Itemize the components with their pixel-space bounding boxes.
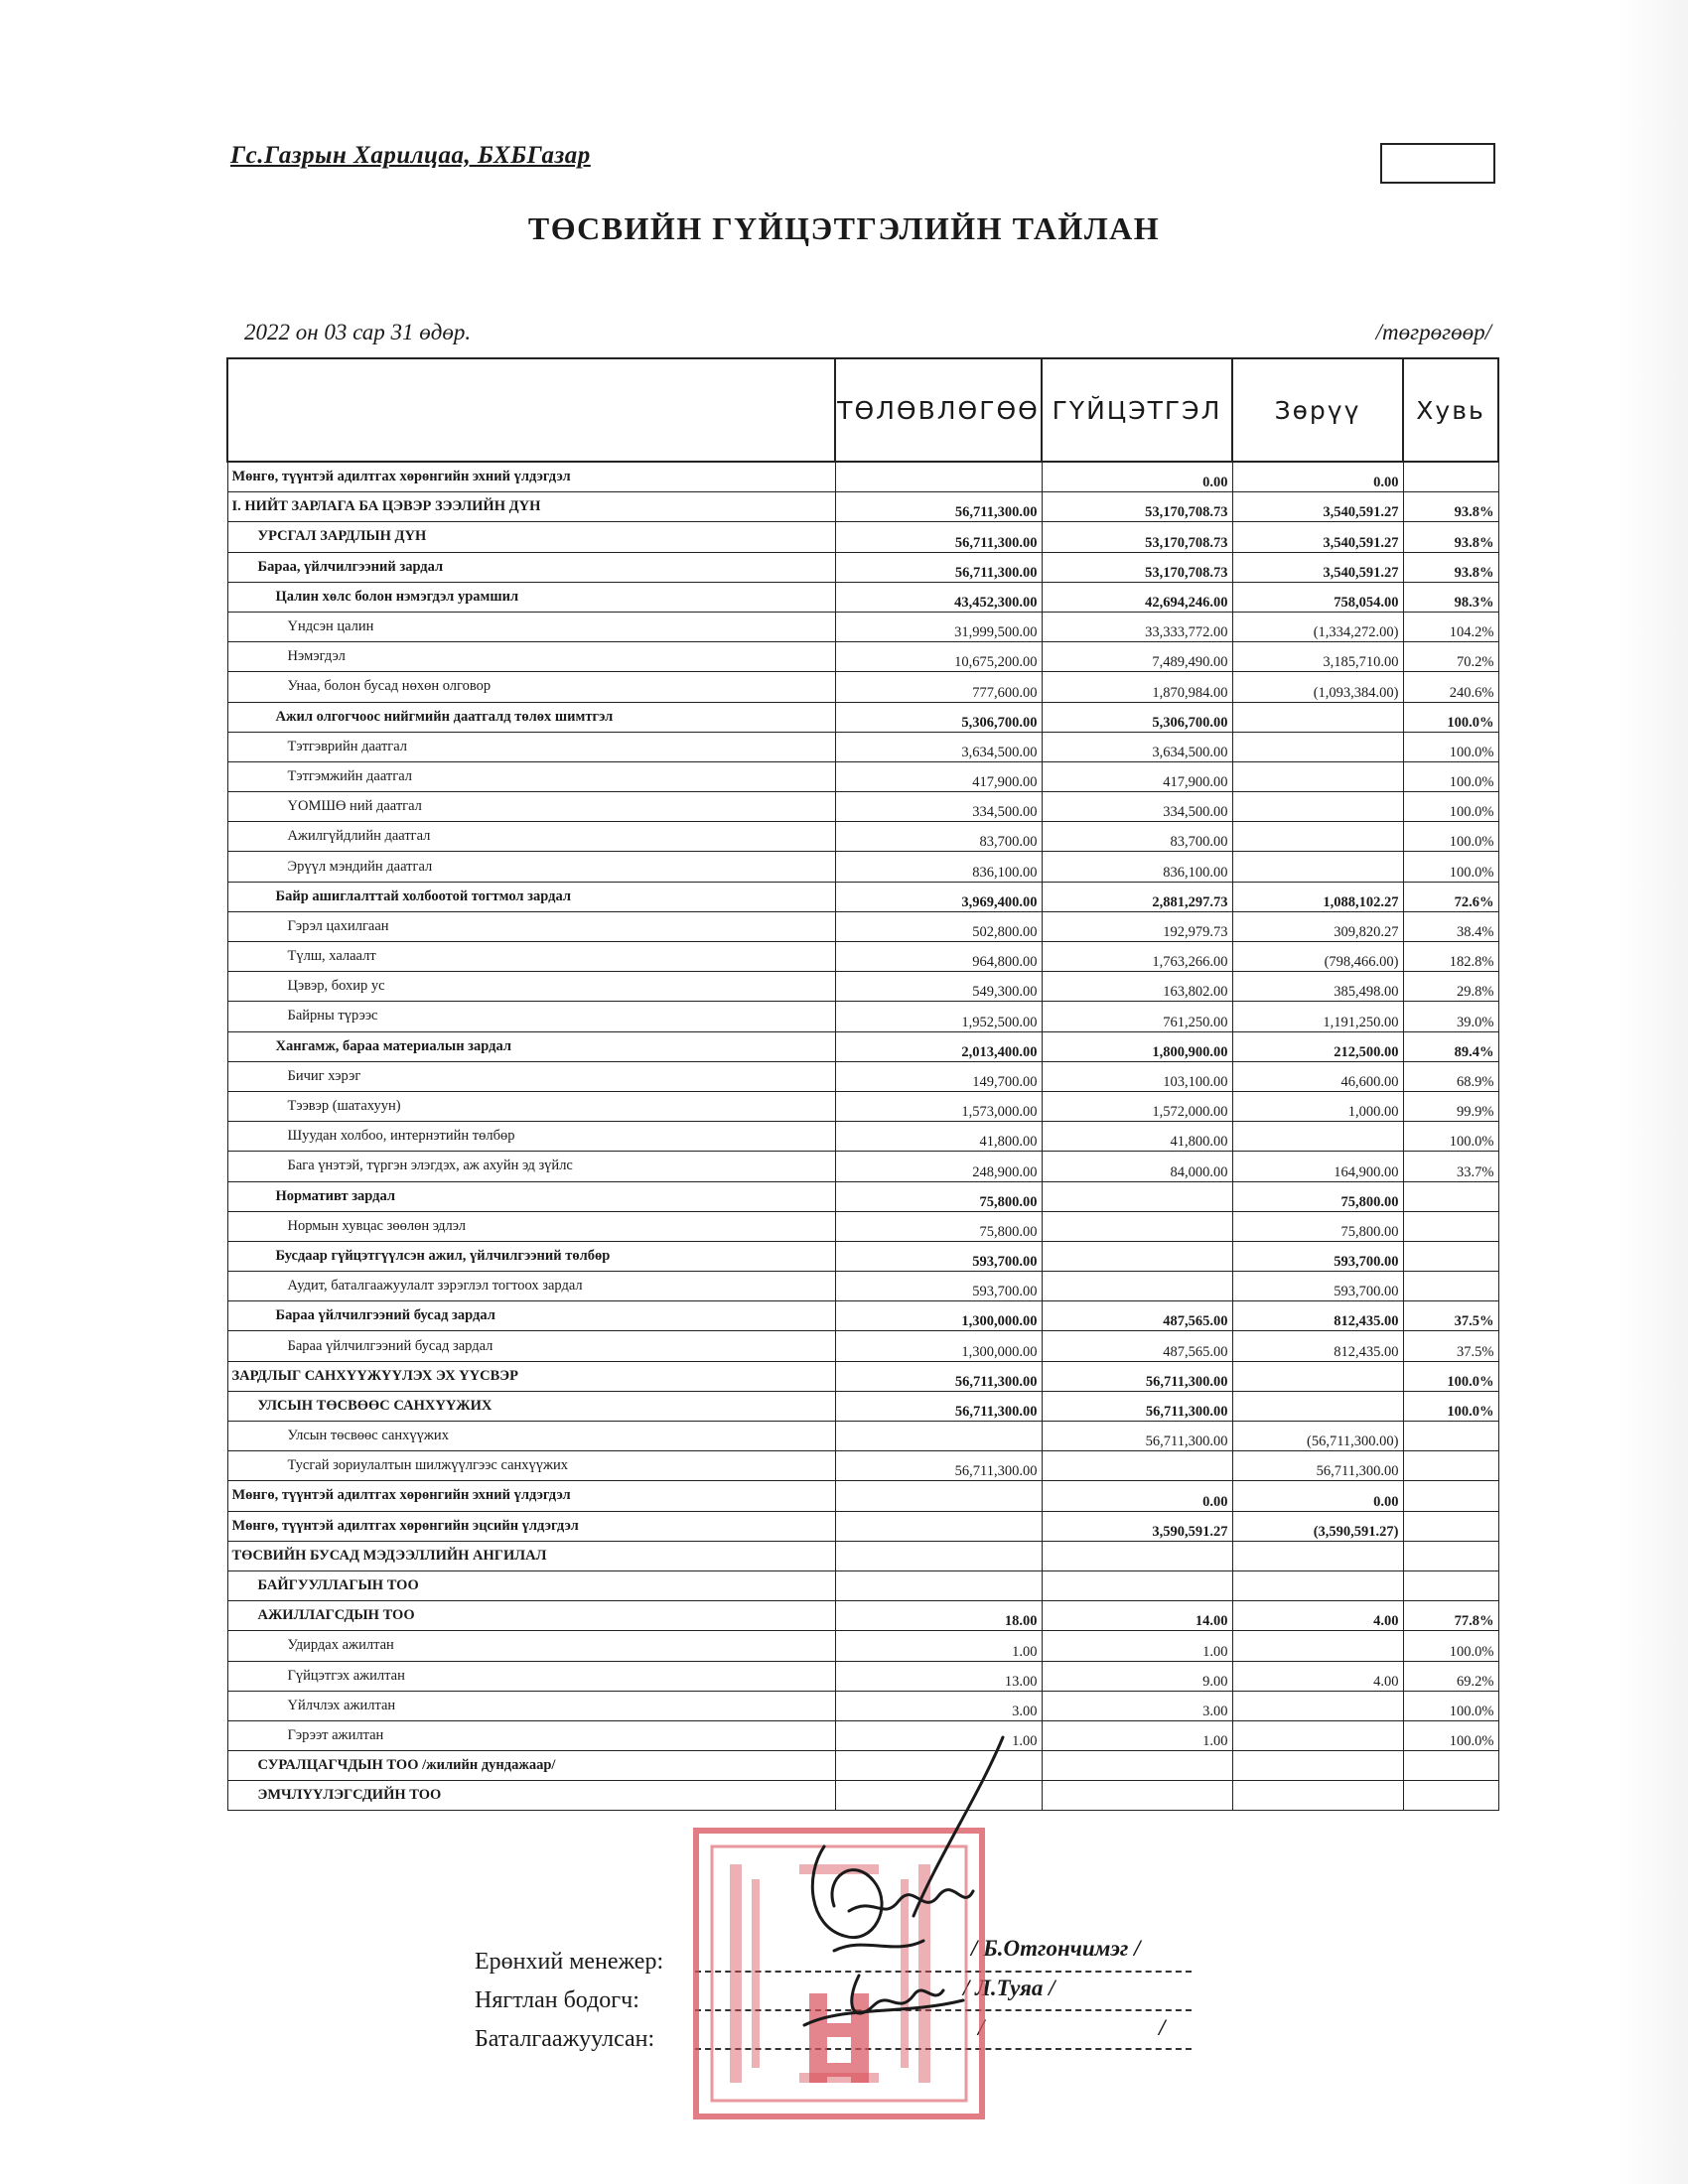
row-plan-value [835, 1541, 1042, 1570]
row-percent-value: 100.0% [1403, 761, 1498, 791]
row-actual-value [1042, 1570, 1232, 1600]
row-percent-value: 100.0% [1403, 702, 1498, 732]
row-actual-value: 7,489,490.00 [1042, 642, 1232, 672]
table-row [227, 732, 1498, 761]
row-plan-value: 56,711,300.00 [835, 552, 1042, 582]
row-difference-value [1232, 1541, 1403, 1570]
row-label: АЖИЛЛАГСДЫН ТОО [227, 1601, 835, 1631]
row-actual-value [1042, 1272, 1232, 1301]
row-plan-value: 964,800.00 [835, 942, 1042, 972]
row-plan-value: 1,952,500.00 [835, 1002, 1042, 1031]
row-difference-value [1232, 792, 1403, 822]
row-difference-value: 0.00 [1232, 462, 1403, 492]
row-label: Шуудан холбоо, интернэтийн төлбөр [227, 1122, 835, 1152]
reference-box [1380, 143, 1495, 184]
row-difference-value: 212,500.00 [1232, 1031, 1403, 1061]
row-plan-value: 13.00 [835, 1661, 1042, 1691]
row-label: Тээвэр (шатахуун) [227, 1091, 835, 1121]
table-row [227, 1331, 1498, 1361]
row-label: Ажилгүйдлийн даатгал [227, 822, 835, 852]
row-plan-value: 417,900.00 [835, 761, 1042, 791]
row-percent-value: 100.0% [1403, 732, 1498, 761]
row-plan-value: 56,711,300.00 [835, 1451, 1042, 1481]
row-difference-value [1232, 702, 1403, 732]
row-plan-value: 502,800.00 [835, 911, 1042, 941]
row-label: Нэмэгдэл [227, 642, 835, 672]
row-plan-value: 83,700.00 [835, 822, 1042, 852]
row-actual-value: 761,250.00 [1042, 1002, 1232, 1031]
row-actual-value: 5,306,700.00 [1042, 702, 1232, 732]
row-percent-value [1403, 1451, 1498, 1481]
row-actual-value: 56,711,300.00 [1042, 1361, 1232, 1391]
row-difference-value: 812,435.00 [1232, 1331, 1403, 1361]
row-percent-value: 39.0% [1403, 1002, 1498, 1031]
row-plan-value: 3.00 [835, 1691, 1042, 1720]
table-row [227, 642, 1498, 672]
row-percent-value [1403, 1781, 1498, 1811]
row-plan-value: 56,711,300.00 [835, 522, 1042, 552]
row-actual-value: 487,565.00 [1042, 1301, 1232, 1331]
row-actual-value: 1,572,000.00 [1042, 1091, 1232, 1121]
row-difference-value: 385,498.00 [1232, 972, 1403, 1002]
row-plan-value [835, 1511, 1042, 1541]
row-actual-value: 3,590,591.27 [1042, 1511, 1232, 1541]
row-percent-value: 99.9% [1403, 1091, 1498, 1121]
signature-role-accountant: Нягтлан бодогч: [475, 1987, 639, 2013]
row-percent-value: 182.8% [1403, 942, 1498, 972]
row-label: Бага үнэтэй, түргэн элэгдэх, аж ахуйн эд зүйлс [227, 1152, 835, 1181]
row-plan-value: 43,452,300.00 [835, 582, 1042, 612]
row-label: Мөнгө, түүнтэй адилтгах хөрөнгийн эцсийн үлдэгдэл [227, 1511, 835, 1541]
row-actual-value: 1,800,900.00 [1042, 1031, 1232, 1061]
row-plan-value: 1,300,000.00 [835, 1331, 1042, 1361]
row-plan-value: 1.00 [835, 1720, 1042, 1750]
row-actual-value: 83,700.00 [1042, 822, 1232, 852]
row-actual-value: 53,170,708.73 [1042, 492, 1232, 522]
row-label: Бараа, үйлчилгээний зардал [227, 552, 835, 582]
report-title: ТӨСВИЙН ГҮЙЦЭТГЭЛИЙН ТАЙЛАН [527, 210, 1161, 246]
row-label: УЛСЫН ТӨСВӨӨС САНХҮҮЖИХ [227, 1391, 835, 1421]
row-percent-value: 100.0% [1403, 822, 1498, 852]
row-plan-value: 149,700.00 [835, 1061, 1042, 1091]
row-label: Тэтгэмжийн даатгал [227, 761, 835, 791]
row-actual-value: 2,881,297.73 [1042, 882, 1232, 911]
report-date: 2022 он 03 сар 31 өдөр. [244, 320, 472, 344]
row-percent-value [1403, 1751, 1498, 1781]
row-difference-value: 4.00 [1232, 1661, 1403, 1691]
row-percent-value [1403, 1422, 1498, 1451]
table-row [227, 702, 1498, 732]
row-actual-value: 14.00 [1042, 1601, 1232, 1631]
row-actual-value: 836,100.00 [1042, 852, 1232, 882]
table-row [227, 1091, 1498, 1121]
row-percent-value [1403, 1541, 1498, 1570]
row-plan-value: 56,711,300.00 [835, 1391, 1042, 1421]
row-percent-value [1403, 1481, 1498, 1511]
row-actual-value: 103,100.00 [1042, 1061, 1232, 1091]
row-percent-value: 93.8% [1403, 522, 1498, 552]
table-row [227, 582, 1498, 612]
row-label: Тэтгэврийн даатгал [227, 732, 835, 761]
row-actual-value: 56,711,300.00 [1042, 1422, 1232, 1451]
row-plan-value: 31,999,500.00 [835, 612, 1042, 641]
row-percent-value: 93.8% [1403, 492, 1498, 522]
row-difference-value: 3,540,591.27 [1232, 492, 1403, 522]
row-label: Байр ашиглалттай холбоотой тогтмол зардал [227, 882, 835, 911]
row-difference-value: 46,600.00 [1232, 1061, 1403, 1091]
signature-role-manager: Ерөнхий менежер: [475, 1949, 664, 1975]
row-difference-value [1232, 1122, 1403, 1152]
row-actual-value: 56,711,300.00 [1042, 1391, 1232, 1421]
row-difference-value [1232, 852, 1403, 882]
row-actual-value: 0.00 [1042, 1481, 1232, 1511]
row-actual-value: 1,870,984.00 [1042, 672, 1232, 702]
row-actual-value: 1.00 [1042, 1720, 1232, 1750]
row-actual-value: 487,565.00 [1042, 1331, 1232, 1361]
row-actual-value [1042, 1541, 1232, 1570]
row-label: СУРАЛЦАГЧДЫН ТОО /жилийн дундажаар/ [227, 1751, 835, 1781]
row-actual-value: 1,763,266.00 [1042, 942, 1232, 972]
row-difference-value: 3,540,591.27 [1232, 552, 1403, 582]
scan-edge-shade [1618, 0, 1688, 2184]
row-label: Мөнгө, түүнтэй адилтгах хөрөнгийн эхний үлдэгдэл [227, 462, 835, 492]
row-plan-value [835, 1422, 1042, 1451]
row-label: Бараа үйлчилгээний бусад зардал [227, 1331, 835, 1361]
column-header-label [227, 358, 835, 462]
row-percent-value: 100.0% [1403, 1720, 1498, 1750]
row-percent-value: 33.7% [1403, 1152, 1498, 1181]
table-row [227, 1361, 1498, 1391]
row-plan-value: 10,675,200.00 [835, 642, 1042, 672]
row-label: I. НИЙТ ЗАРЛАГА БА ЦЭВЭР ЗЭЭЛИЙН ДҮН [227, 492, 835, 522]
row-difference-value [1232, 1391, 1403, 1421]
row-label: БАЙГУУЛЛАГЫН ТОО [227, 1570, 835, 1600]
table-row [227, 1272, 1498, 1301]
row-label: Тусгай зориулалтын шилжүүлгээс санхүүжих [227, 1451, 835, 1481]
row-label: Үндсэн цалин [227, 612, 835, 641]
table-row [227, 882, 1498, 911]
table-row [227, 1181, 1498, 1211]
row-difference-value: 75,800.00 [1232, 1211, 1403, 1241]
row-plan-value: 56,711,300.00 [835, 1361, 1042, 1391]
row-difference-value [1232, 1751, 1403, 1781]
column-header-actual: ГҮЙЦЭТГЭЛ [1042, 358, 1232, 462]
row-percent-value: 100.0% [1403, 852, 1498, 882]
table-row [227, 761, 1498, 791]
row-difference-value: 593,700.00 [1232, 1241, 1403, 1271]
table-row [227, 1451, 1498, 1481]
row-actual-value: 3.00 [1042, 1691, 1232, 1720]
row-actual-value: 84,000.00 [1042, 1152, 1232, 1181]
table-header-row [227, 358, 1498, 462]
row-actual-value: 41,800.00 [1042, 1122, 1232, 1152]
row-label: Удирдах ажилтан [227, 1631, 835, 1661]
row-plan-value: 75,800.00 [835, 1211, 1042, 1241]
row-percent-value: 93.8% [1403, 552, 1498, 582]
row-difference-value [1232, 732, 1403, 761]
row-label: УРСГАЛ ЗАРДЛЫН ДҮН [227, 522, 835, 552]
table-row [227, 972, 1498, 1002]
row-percent-value [1403, 1570, 1498, 1600]
row-label: ҮОМШӨ ний даатгал [227, 792, 835, 822]
row-difference-value: 1,000.00 [1232, 1091, 1403, 1121]
row-difference-value: (3,590,591.27) [1232, 1511, 1403, 1541]
table-row [227, 462, 1498, 492]
row-actual-value [1042, 1181, 1232, 1211]
row-plan-value [835, 1570, 1042, 1600]
table-row [227, 492, 1498, 522]
column-header-plan: ТӨЛӨВЛӨГӨӨ [835, 358, 1042, 462]
row-label: Унаа, болон бусад нөхөн олговор [227, 672, 835, 702]
row-difference-value: (1,334,272.00) [1232, 612, 1403, 641]
row-percent-value [1403, 1211, 1498, 1241]
row-plan-value: 41,800.00 [835, 1122, 1042, 1152]
row-difference-value [1232, 1361, 1403, 1391]
row-actual-value: 417,900.00 [1042, 761, 1232, 791]
row-label: Эрүүл мэндийн даатгал [227, 852, 835, 882]
row-actual-value: 334,500.00 [1042, 792, 1232, 822]
row-percent-value: 98.3% [1403, 582, 1498, 612]
row-difference-value: 56,711,300.00 [1232, 1451, 1403, 1481]
row-label: Үйлчлэх ажилтан [227, 1691, 835, 1720]
signature-role-verifier: Баталгаажуулсан: [475, 2026, 655, 2052]
row-percent-value: 89.4% [1403, 1031, 1498, 1061]
row-difference-value [1232, 1570, 1403, 1600]
row-difference-value [1232, 761, 1403, 791]
table-row [227, 552, 1498, 582]
row-difference-value: 1,088,102.27 [1232, 882, 1403, 911]
row-difference-value [1232, 1720, 1403, 1750]
table-row [227, 911, 1498, 941]
row-actual-value: 192,979.73 [1042, 911, 1232, 941]
row-plan-value: 1,300,000.00 [835, 1301, 1042, 1331]
row-actual-value [1042, 1211, 1232, 1241]
row-percent-value: 29.8% [1403, 972, 1498, 1002]
table-row [227, 1002, 1498, 1031]
row-plan-value: 777,600.00 [835, 672, 1042, 702]
row-label: Бичиг хэрэг [227, 1061, 835, 1091]
table-row [227, 1391, 1498, 1421]
row-plan-value: 593,700.00 [835, 1241, 1042, 1271]
row-percent-value: 240.6% [1403, 672, 1498, 702]
row-actual-value [1042, 1451, 1232, 1481]
row-percent-value [1403, 1272, 1498, 1301]
table-row [227, 1122, 1498, 1152]
row-plan-value: 248,900.00 [835, 1152, 1042, 1181]
table-row [227, 1541, 1498, 1570]
table-row [227, 1511, 1498, 1541]
table-row [227, 942, 1498, 972]
row-actual-value: 53,170,708.73 [1042, 552, 1232, 582]
row-percent-value [1403, 462, 1498, 492]
table-row [227, 792, 1498, 822]
row-label: Цэвэр, бохир ус [227, 972, 835, 1002]
row-difference-value [1232, 1691, 1403, 1720]
row-label: Байрны түрээс [227, 1002, 835, 1031]
table-row [227, 1422, 1498, 1451]
row-percent-value: 100.0% [1403, 792, 1498, 822]
row-difference-value [1232, 822, 1403, 852]
row-percent-value: 68.9% [1403, 1061, 1498, 1091]
table-row [227, 1481, 1498, 1511]
row-plan-value: 549,300.00 [835, 972, 1042, 1002]
row-label: Ажил олгогчоос нийгмийн даатгалд төлөх шимтгэл [227, 702, 835, 732]
row-actual-value: 3,634,500.00 [1042, 732, 1232, 761]
row-plan-value [835, 1481, 1042, 1511]
row-label: Гэрээт ажилтан [227, 1720, 835, 1750]
table-row [227, 1661, 1498, 1691]
table-row [227, 672, 1498, 702]
row-difference-value: 812,435.00 [1232, 1301, 1403, 1331]
table-row [227, 1211, 1498, 1241]
row-percent-value: 69.2% [1403, 1661, 1498, 1691]
row-actual-value: 1.00 [1042, 1631, 1232, 1661]
signature-name-verifier: / / [978, 2015, 1166, 2040]
row-difference-value: 758,054.00 [1232, 582, 1403, 612]
row-plan-value: 836,100.00 [835, 852, 1042, 882]
row-plan-value: 334,500.00 [835, 792, 1042, 822]
row-label: Хангамж, бараа материалын зардал [227, 1031, 835, 1061]
row-label: ЗАРДЛЫГ САНХҮҮЖҮҮЛЭХ ЭХ ҮҮСВЭР [227, 1361, 835, 1391]
row-plan-value: 56,711,300.00 [835, 492, 1042, 522]
row-difference-value: 75,800.00 [1232, 1181, 1403, 1211]
row-actual-value: 53,170,708.73 [1042, 522, 1232, 552]
table-row [227, 1152, 1498, 1181]
row-difference-value: 0.00 [1232, 1481, 1403, 1511]
row-percent-value: 100.0% [1403, 1631, 1498, 1661]
row-plan-value: 593,700.00 [835, 1272, 1042, 1301]
organization-name: Гс.Газрын Харилцаа, БХБГазар [230, 142, 591, 169]
row-plan-value: 3,969,400.00 [835, 882, 1042, 911]
row-label: Бараа үйлчилгээний бусад зардал [227, 1301, 835, 1331]
row-label: Гүйцэтгэх ажилтан [227, 1661, 835, 1691]
row-percent-value [1403, 1511, 1498, 1541]
budget-table-body [227, 462, 1498, 1811]
row-difference-value [1232, 1781, 1403, 1811]
row-label: Мөнгө, түүнтэй адилтгах хөрөнгийн эхний үлдэгдэл [227, 1481, 835, 1511]
row-percent-value [1403, 1181, 1498, 1211]
row-actual-value [1042, 1241, 1232, 1271]
row-percent-value: 100.0% [1403, 1361, 1498, 1391]
row-percent-value: 38.4% [1403, 911, 1498, 941]
table-row [227, 1631, 1498, 1661]
row-label: Нормын хувцас зөөлөн эдлэл [227, 1211, 835, 1241]
table-row [227, 1241, 1498, 1271]
row-label: Нормативт зардал [227, 1181, 835, 1211]
row-plan-value: 1.00 [835, 1631, 1042, 1661]
row-difference-value: (1,093,384.00) [1232, 672, 1403, 702]
row-percent-value: 70.2% [1403, 642, 1498, 672]
row-label: Гэрэл цахилгаан [227, 911, 835, 941]
signature-name-manager: / Б.Отгончимэг / [971, 1936, 1141, 1961]
row-plan-value: 3,634,500.00 [835, 732, 1042, 761]
signature-name-accountant: / Л.Туяа / [963, 1976, 1055, 2000]
column-header-difference: Зөрүү [1232, 358, 1403, 462]
handwritten-signature-icon [765, 1707, 1092, 2124]
table-row [227, 1031, 1498, 1061]
row-label: Цалин хөлс болон нэмэгдэл урамшил [227, 582, 835, 612]
row-plan-value [835, 462, 1042, 492]
row-percent-value: 37.5% [1403, 1301, 1498, 1331]
row-actual-value: 163,802.00 [1042, 972, 1232, 1002]
row-percent-value: 104.2% [1403, 612, 1498, 641]
row-plan-value: 2,013,400.00 [835, 1031, 1042, 1061]
row-difference-value [1232, 1631, 1403, 1661]
row-percent-value [1403, 1241, 1498, 1271]
row-label: Аудит, баталгаажуулалт зэрэглэл тогтоох зардал [227, 1272, 835, 1301]
row-actual-value: 42,694,246.00 [1042, 582, 1232, 612]
row-percent-value: 100.0% [1403, 1691, 1498, 1720]
row-percent-value: 100.0% [1403, 1122, 1498, 1152]
row-percent-value: 77.8% [1403, 1601, 1498, 1631]
table-row [227, 1301, 1498, 1331]
table-row [227, 852, 1498, 882]
table-row [227, 1570, 1498, 1600]
row-difference-value: 3,540,591.27 [1232, 522, 1403, 552]
budget-table [226, 357, 1499, 1811]
row-actual-value: 33,333,772.00 [1042, 612, 1232, 641]
row-actual-value: 9.00 [1042, 1661, 1232, 1691]
row-difference-value: (56,711,300.00) [1232, 1422, 1403, 1451]
row-plan-value: 1,573,000.00 [835, 1091, 1042, 1121]
row-difference-value: 164,900.00 [1232, 1152, 1403, 1181]
row-plan-value: 75,800.00 [835, 1181, 1042, 1211]
row-percent-value: 100.0% [1403, 1391, 1498, 1421]
row-label: ТӨСВИЙН БУСАД МЭДЭЭЛЛИЙН АНГИЛАЛ [227, 1541, 835, 1570]
row-difference-value: (798,466.00) [1232, 942, 1403, 972]
row-difference-value: 3,185,710.00 [1232, 642, 1403, 672]
row-label: Түлш, халаалт [227, 942, 835, 972]
row-label: Бусдаар гүйцэтгүүлсэн ажил, үйлчилгээний төлбөр [227, 1241, 835, 1271]
row-label: ЭМЧЛҮҮЛЭГСДИЙН ТОО [227, 1781, 835, 1811]
currency-unit: /төгрөгөөр/ [1375, 320, 1491, 344]
table-row [227, 822, 1498, 852]
row-difference-value: 1,191,250.00 [1232, 1002, 1403, 1031]
row-difference-value: 4.00 [1232, 1601, 1403, 1631]
row-percent-value: 72.6% [1403, 882, 1498, 911]
column-header-percent: Хувь [1403, 358, 1498, 462]
row-percent-value: 37.5% [1403, 1331, 1498, 1361]
row-label: Улсын төсвөөс санхүүжих [227, 1422, 835, 1451]
row-plan-value: 18.00 [835, 1601, 1042, 1631]
row-difference-value: 593,700.00 [1232, 1272, 1403, 1301]
table-row [227, 522, 1498, 552]
row-actual-value: 0.00 [1042, 462, 1232, 492]
row-difference-value: 309,820.27 [1232, 911, 1403, 941]
table-row [227, 1601, 1498, 1631]
table-row [227, 612, 1498, 641]
row-plan-value: 5,306,700.00 [835, 702, 1042, 732]
table-row [227, 1061, 1498, 1091]
